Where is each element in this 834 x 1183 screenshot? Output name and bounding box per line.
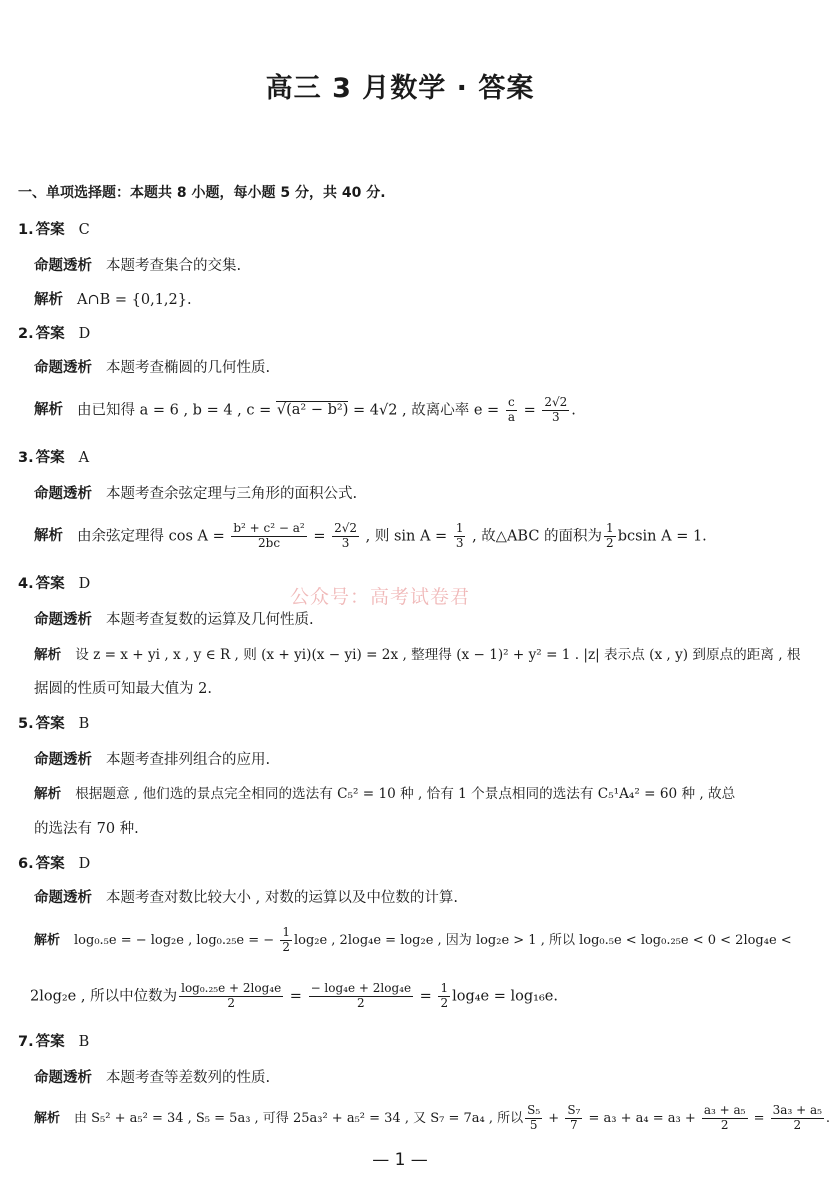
item-number: 6. [18,856,34,872]
explain-line-4 [34,643,834,663]
analysis-label: 命题透析 [34,890,92,906]
answer-label: 答案 [35,326,65,342]
answer-label: 答案 [35,576,65,592]
page-title: 高三 3 月数学 · 答案 [265,73,535,104]
answer-label: 答案 [35,450,65,466]
answer-label: 答案 [35,716,65,732]
watermark: 公众号：高考试卷君 [290,586,471,608]
fraction: $\frac{\text{S₅}}{5}$ [527,1103,541,1132]
analysis-text: 本题考查集合的交集. [106,258,242,274]
answer-line-2 [18,322,818,343]
answer-label: 答案 [35,856,65,872]
analysis-line-4 [34,608,834,629]
explain-label: 解析 [34,528,63,545]
item-number: 7. [18,1034,34,1050]
fraction: $\frac{2√2}{3}$ [334,521,358,550]
analysis-line-7 [34,1066,834,1087]
analysis-text: 本题考查复数的运算及几何性质. [106,612,314,628]
fraction: $\frac{\text{− log₄e + 2log₄e}}{2}$ [310,981,412,1010]
answer-value: D [78,326,91,342]
explain-text: 根据题意 , 他们选的景点完全相同的选法有 C₅² = 10 种 , 恰有 1 个景点相同的选法有 C₅¹A₄² = 60 种 , 故总 [75,786,736,802]
answer-value: B [78,716,90,732]
explain-continuation-5: 的选法有 70 种. [34,821,139,837]
fraction: $\frac{c}{a}$ [507,395,515,424]
item-number: 3. [18,450,34,466]
page-number: — 1 — [372,1150,428,1170]
answer-line-7 [18,1030,818,1051]
fraction: $\frac{1}{2}$ [282,925,290,954]
explain-line-7: 解析 由 S₅² + a₅² = 34 , S₅ = 5a₃ , 可得 25a₃² + a₅² = 34 , 又 S₇ = 7a₄ , 所以 $\frac{\text{S₅}}{5}$ + $\frac{\text{S₇}}{7}$ = a₃ + a₄ = a₃ + $\frac{\text{a₃ + a₅}}{2}$ = $\frac{\text{3a₃ + a₅}}{2}$ . [34,1103,831,1132]
answer-value: D [78,856,91,872]
explain-line-5 [34,782,834,802]
explain-line-2: 解析 由已知得 a = 6 , b = 4 , c = √(a² − b²) = 4√2 , 故离心率 e = $\frac{c}{a}$ = $\frac{2√2}{3}$ . [34,395,576,424]
explain-label: 解析 [34,1110,61,1126]
fraction: $\frac{1}{2}$ [606,521,614,550]
item-number: 2. [18,326,34,342]
answer-line-5 [18,712,818,733]
answer-label: 答案 [35,1034,65,1050]
analysis-label: 命题透析 [34,486,92,502]
explain-label: 解析 [34,402,63,419]
answer-line-4 [18,572,818,593]
answer-value: A [78,450,90,466]
fraction: $\frac{2√2}{3}$ [544,395,568,424]
explain-label: 解析 [34,647,62,663]
explain-line-6: 解析 log₀.₅e = − log₂e , log₀.₂₅e = − $\frac{1}{2}$ log₂e , 2log₄e = log₂e , 因为 log₂e > 1 , 所以 log₀.₅e < log₀.₂₅e < 0 < 2log₄e < [34,925,792,954]
fraction: $\frac{\text{a₃ + a₅}}{2}$ [703,1103,746,1132]
sqrt-expression: √(a² − b²) [276,402,349,419]
answer-line-6 [18,852,818,873]
fraction: $\frac{\text{log₀.₂₅e + 2log₄e}}{2}$ [181,981,282,1010]
analysis-label: 命题透析 [34,612,92,628]
answer-value: D [78,576,91,592]
explain-text: A∩B = {0,1,2}. [77,292,192,308]
analysis-text: 本题考查等差数列的性质. [106,1070,271,1086]
analysis-text: 本题考查余弦定理与三角形的面积公式. [106,486,358,502]
fraction: $\frac{\text{b² + c² − a²}}{2bc}$ [233,521,305,550]
explain-label: 解析 [34,292,63,308]
analysis-line-5 [34,748,834,769]
fraction: $\frac{1}{3}$ [455,521,464,550]
analysis-label: 命题透析 [34,360,92,376]
analysis-line-1 [34,254,834,275]
answer-label: 答案 [35,222,65,238]
answer-value: C [78,222,90,238]
analysis-label: 命题透析 [34,752,92,768]
explain-line-3: 解析 由余弦定理得 cos A = $\frac{\text{b² + c² − a²}}{2bc}$ = $\frac{2√2}{3}$ , 则 sin A = $\frac{1}{3}$ , 故△ABC 的面积为 $\frac{1}{2}$ bcsin A = 1. [34,521,707,550]
explain-label: 解析 [34,786,62,802]
explain-continuation-6: 2log₂e , 所以中位数为 $\frac{\text{log₀.₂₅e + 2log₄e}}{2}$ = $\frac{\text{− log₄e + 2log₄e}}{2}$ = $\frac{1}{2}$ log₄e = log₁₆e. [30,981,558,1010]
analysis-line-3 [34,482,834,503]
analysis-line-6 [34,886,834,907]
explain-continuation-4: 据圆的性质可知最大值为 2. [34,681,212,697]
fraction: $\frac{\text{3a₃ + a₅}}{2}$ [772,1103,822,1132]
fraction: $\frac{1}{2}$ [440,981,449,1010]
item-number: 4. [18,576,34,592]
answer-value: B [78,1034,90,1050]
analysis-text: 本题考查对数比较大小 , 对数的运算以及中位数的计算. [106,890,458,906]
item-number: 5. [18,716,34,732]
answer-line-1 [18,218,818,239]
answer-line-3 [18,446,818,467]
explain-text: 设 z = x + yi , x , y ∈ R , 则 (x + yi)(x − yi) = 2x , 整理得 (x − 1)² + y² = 1 . |z| 表示点 (x , y) 到原点的距离 , 根 [75,647,801,663]
explain-text: 由已知得 a = 6 , b = 4 , c = [77,402,276,419]
explain-label: 解析 [34,932,61,948]
analysis-label: 命题透析 [34,258,92,274]
item-number: 1. [18,222,34,238]
analysis-text: 本题考查排列组合的应用. [106,752,271,768]
explain-line-1 [34,288,834,309]
analysis-line-2 [34,356,834,377]
analysis-label: 命题透析 [34,1070,92,1086]
fraction: $\frac{\text{S₇}}{7}$ [567,1103,581,1132]
section-title: 一、单项选择题：本题共 8 小题，每小题 5 分，共 40 分. [18,185,386,201]
analysis-text: 本题考查椭圆的几何性质. [106,360,271,376]
